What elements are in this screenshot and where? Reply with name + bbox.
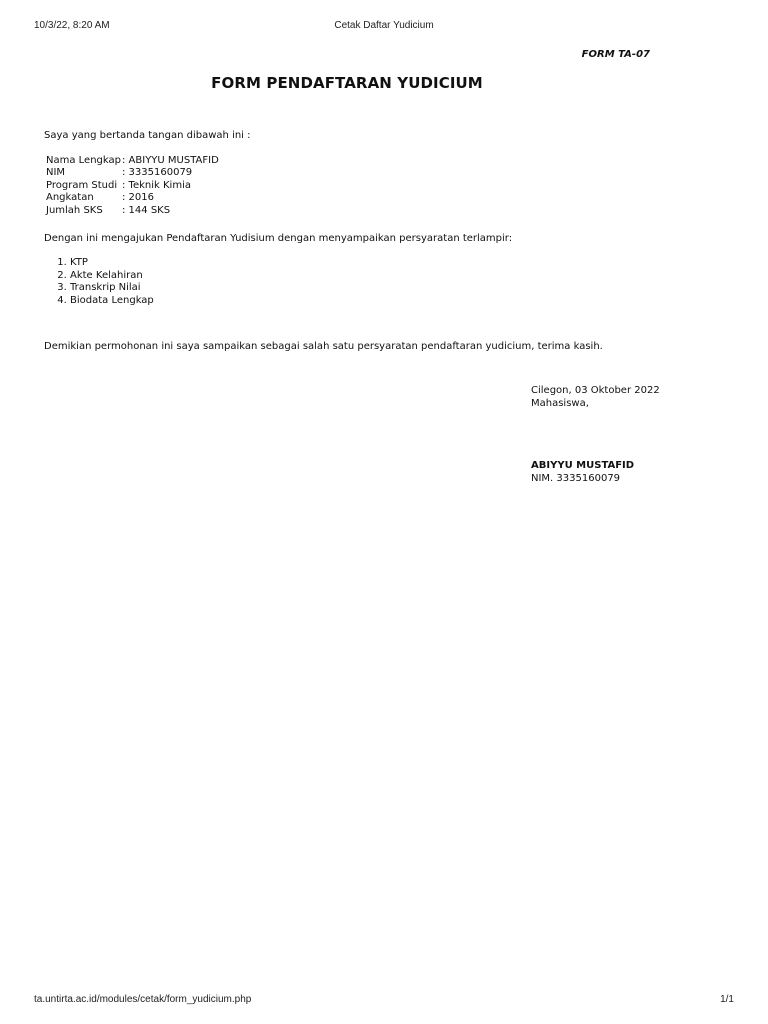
print-datetime: 10/3/22, 8:20 AM [34,20,110,31]
identity-row-program [46,180,219,193]
print-footer [34,994,734,1008]
print-url: ta.untirta.ac.id/modules/cetak/form_yudicium.php [34,994,252,1005]
signer-nim: NIM. 3335160079 [531,472,621,484]
form-body [44,130,704,353]
intro-text: Saya yang bertanda tangan dibawah ini : [44,130,251,141]
requirements-list [44,257,704,307]
form-title: FORM PENDAFTARAN YUDICIUM [211,74,483,92]
identity-value: : ABIYYU MUSTAFID [122,154,219,166]
requirement-item: 2. Akte Kelahiran [70,270,704,283]
print-header [34,20,734,34]
identity-value: : 2016 [122,192,154,204]
identity-label: Program Studi [46,179,118,191]
identity-label: NIM [46,167,66,179]
identity-row-angkatan [46,192,219,205]
requirement-item: 1. KTP [70,257,704,270]
signer-name: ABIYYU MUSTAFID [531,460,635,472]
identity-row-sks [46,205,219,218]
print-page-number: 1/1 [720,994,734,1005]
identity-label: Nama Lengkap [46,154,121,166]
submission-text: Dengan ini mengajukan Pendaftaran Yudisium dengan menyampaikan persyaratan terlampir: [44,232,513,244]
identity-row-name [46,155,219,168]
identity-label: Jumlah SKS [46,204,103,216]
identity-table [46,155,219,218]
signature-role: Mahasiswa, [531,397,589,409]
closing-text: Demikian permohonan ini saya sampaikan sebagai salah satu persyaratan pendaftaran yudicium, terima kasih. [44,340,603,352]
identity-label: Angkatan [46,192,94,204]
identity-row-nim [46,167,219,180]
requirement-item: 3. Transkrip Nilai [70,282,704,295]
identity-value: : 3335160079 [122,167,193,179]
print-doc-title: Cetak Daftar Yudicium [334,20,434,31]
signature-place-date: Cilegon, 03 Oktober 2022 [531,385,660,396]
identity-value: : 144 SKS [122,204,171,216]
requirement-item: 4. Biodata Lengkap [70,295,704,308]
form-code: FORM TA-07 [581,49,650,60]
signature-block [531,385,660,485]
identity-value: : Teknik Kimia [122,179,191,191]
